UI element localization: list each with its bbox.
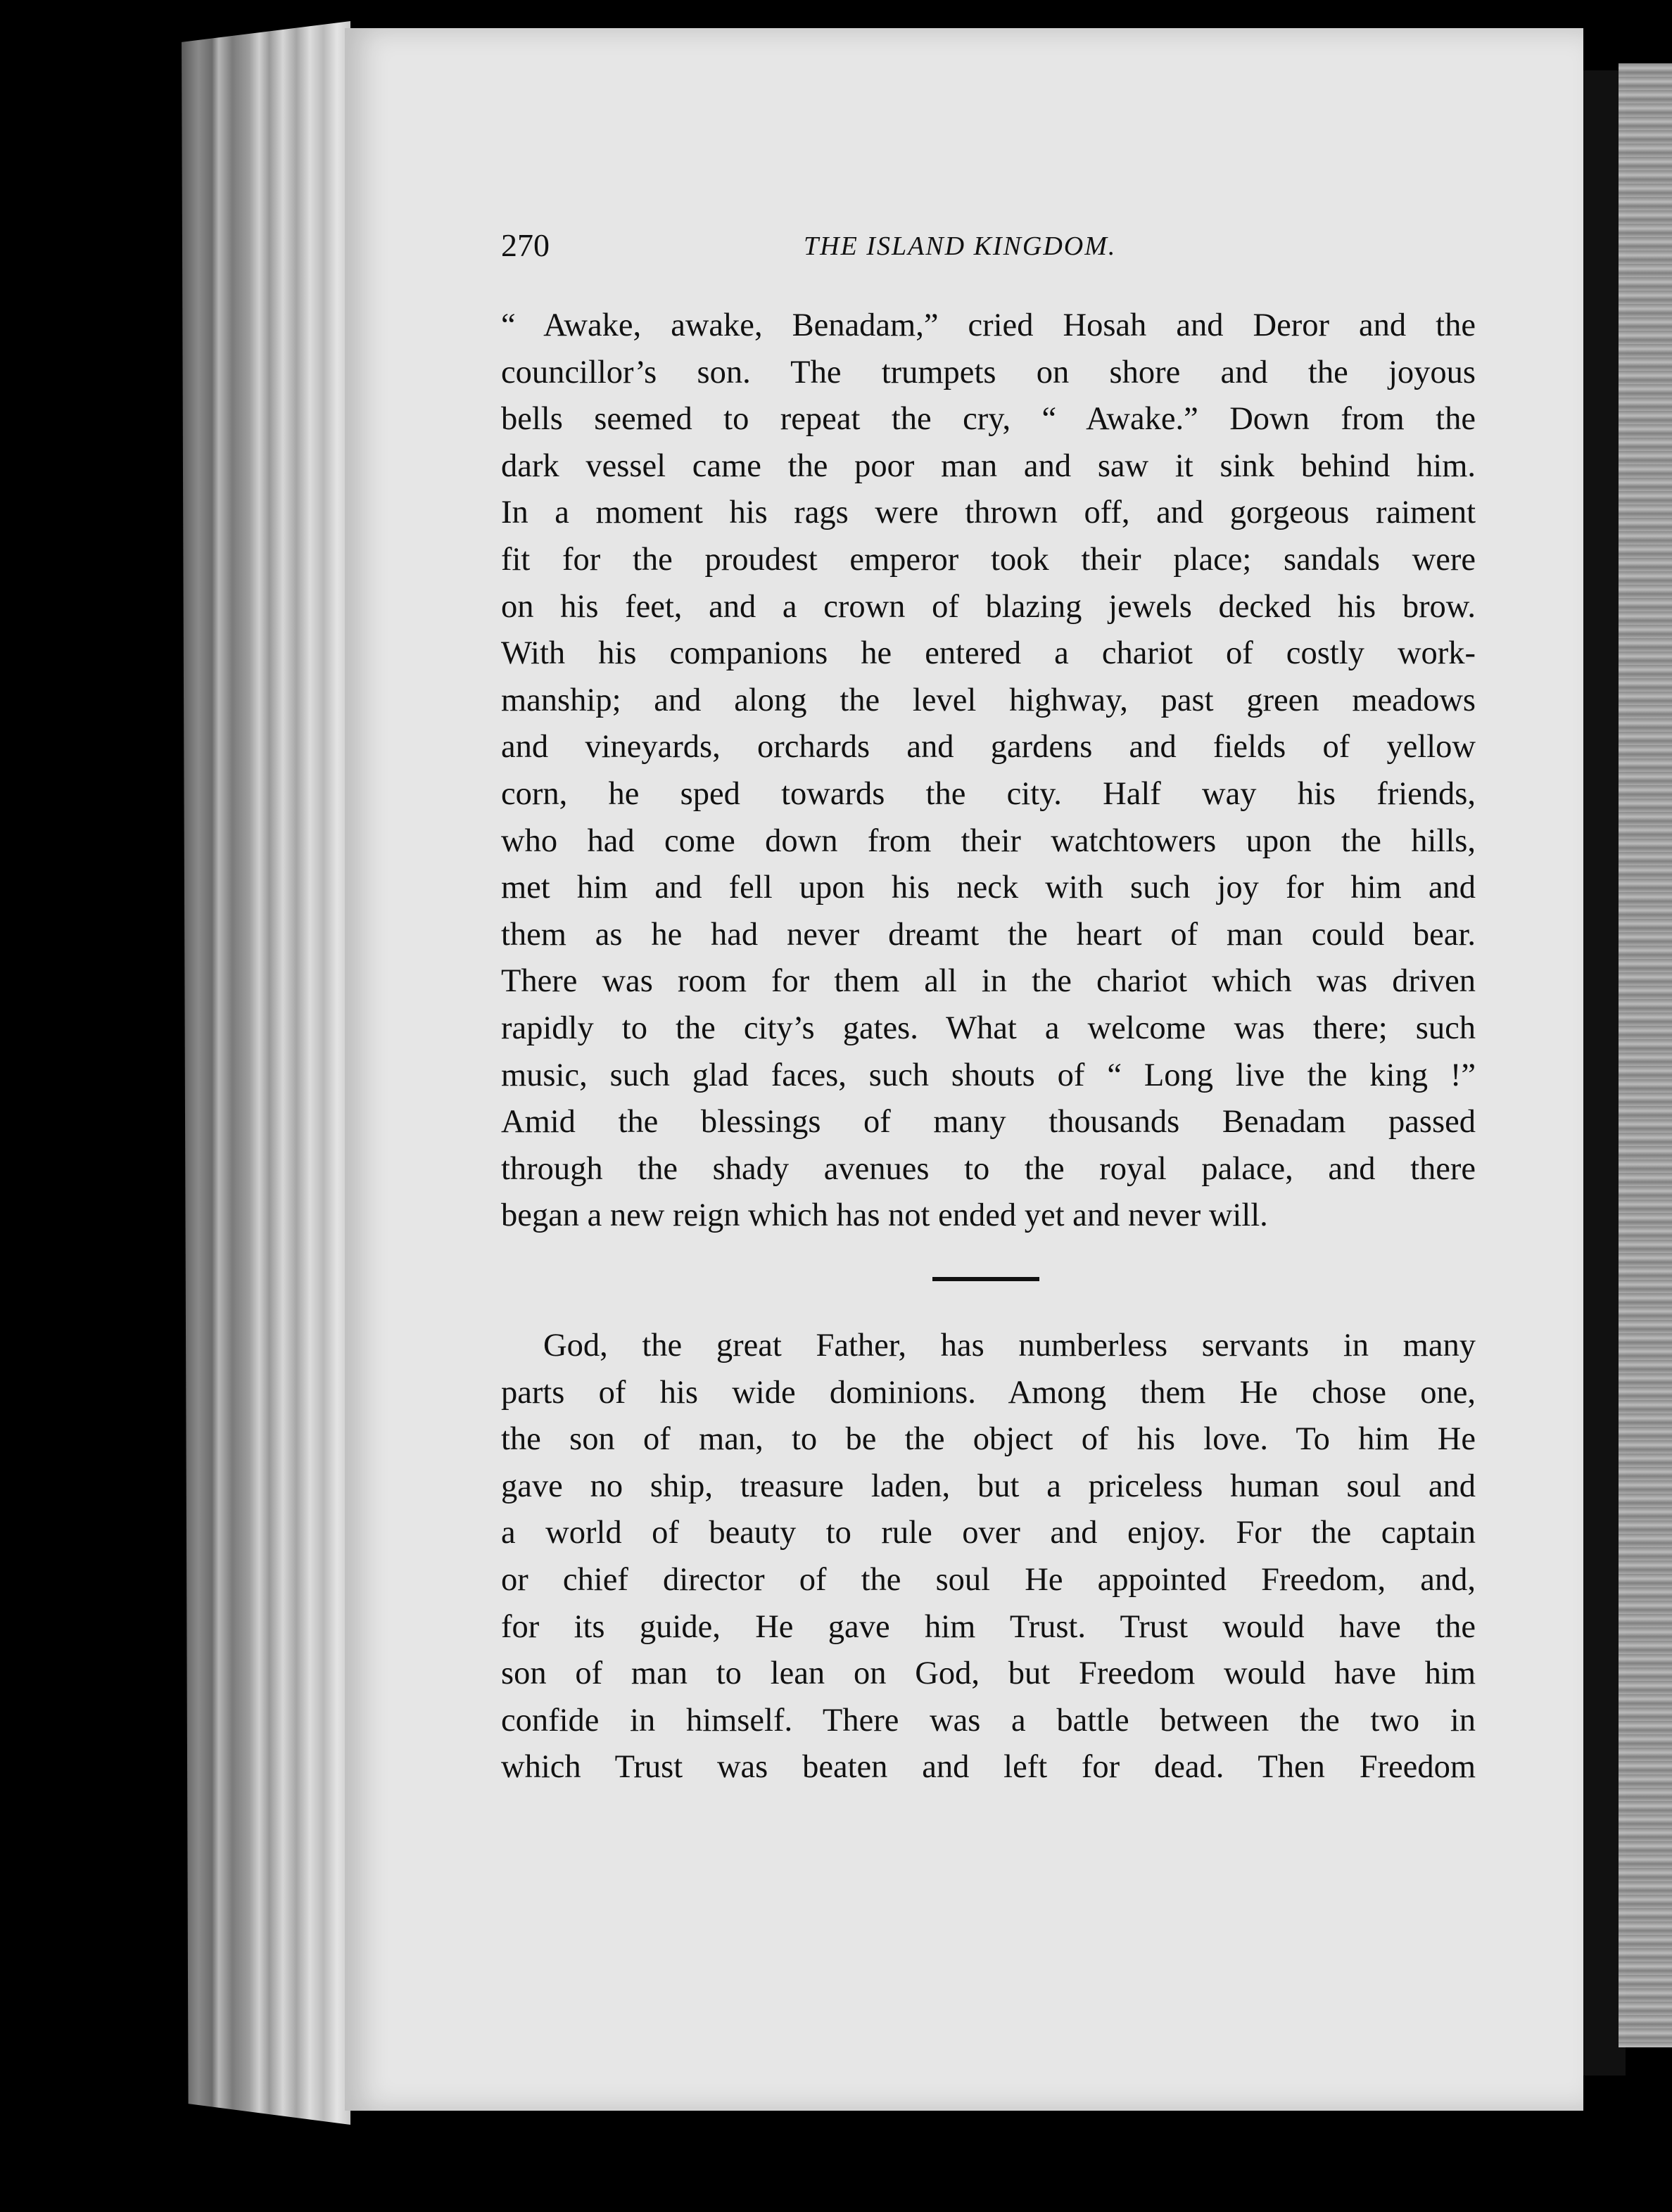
text-line: son of man to lean on God, but Freedom would have him: [501, 1655, 1476, 1692]
book-page-edges: [182, 21, 350, 2125]
text-line: parts of his wide dominions. Among them He chose one,: [501, 1374, 1476, 1411]
facing-page-edge: [1619, 63, 1672, 2047]
text-line: the son of man, to be the object of his love. To him He: [501, 1421, 1476, 1458]
text-line: corn, he sped towards the city. Half way his friends,: [501, 775, 1476, 812]
text-line: which Trust was beaten and left for dead. Then Freedom: [501, 1749, 1476, 1786]
text-line: In a moment his rags were thrown off, and gorgeous raiment: [501, 495, 1476, 531]
text-line: dark vessel came the poor man and saw it sink behind him.: [501, 447, 1476, 484]
text-line: manship; and along the level highway, past green meadows: [501, 682, 1476, 718]
text-line: and vineyards, orchards and gardens and fields of yellow: [501, 729, 1476, 765]
text-line: confide in himself. There was a battle between the two in: [501, 1702, 1476, 1739]
text-line: began a new reign which has not ended yet and never will.: [501, 1197, 1268, 1234]
text-line: With his companions he entered a chariot of costly work-: [501, 635, 1476, 672]
page-header: [501, 227, 1472, 276]
text-line: fit for the proudest emperor took their place; sandals were: [501, 541, 1476, 578]
text-line: through the shady avenues to the royal palace, and there: [501, 1150, 1476, 1187]
text-line: “ Awake, awake, Benadam,” cried Hosah and Deror and the: [501, 307, 1476, 343]
text-line: who had come down from their watchtowers upon the hills,: [501, 822, 1476, 859]
text-line: music, such glad faces, such shouts of “ Long live the king !”: [501, 1057, 1476, 1093]
paragraph-1: [501, 303, 1476, 1240]
section-divider: [932, 1277, 1039, 1281]
text-line: councillor’s son. The trumpets on shore and the joyous: [501, 354, 1476, 390]
text-line: gave no ship, treasure laden, but a priceless human soul and: [501, 1468, 1476, 1504]
text-line: for its guide, He gave him Trust. Trust would have the: [501, 1608, 1476, 1645]
text-line: God, the great Father, has numberless servants in many: [543, 1328, 1476, 1364]
text-line: There was room for them all in the chariot which was driven: [501, 963, 1476, 1000]
text-line: a world of beauty to rule over and enjoy. For the captain: [501, 1515, 1476, 1551]
paragraph-2: [501, 1323, 1476, 1791]
text-line: on his feet, and a crown of blazing jewels decked his brow.: [501, 588, 1476, 625]
text-line: them as he had never dreamt the heart of man could bear.: [501, 916, 1476, 953]
page-number: 270: [501, 227, 550, 263]
text-line: bells seemed to repeat the cry, “ Awake.” Down from the: [501, 401, 1476, 438]
text-line: rapidly to the city’s gates. What a welcome was there; such: [501, 1010, 1476, 1046]
running-title: THE ISLAND KINGDOM.: [804, 231, 1117, 261]
text-line: met him and fell upon his neck with such joy for him and: [501, 870, 1476, 906]
text-line: or chief director of the soul He appointed Freedom, and,: [501, 1561, 1476, 1598]
text-line: Amid the blessings of many thousands Benadam passed: [501, 1104, 1476, 1140]
